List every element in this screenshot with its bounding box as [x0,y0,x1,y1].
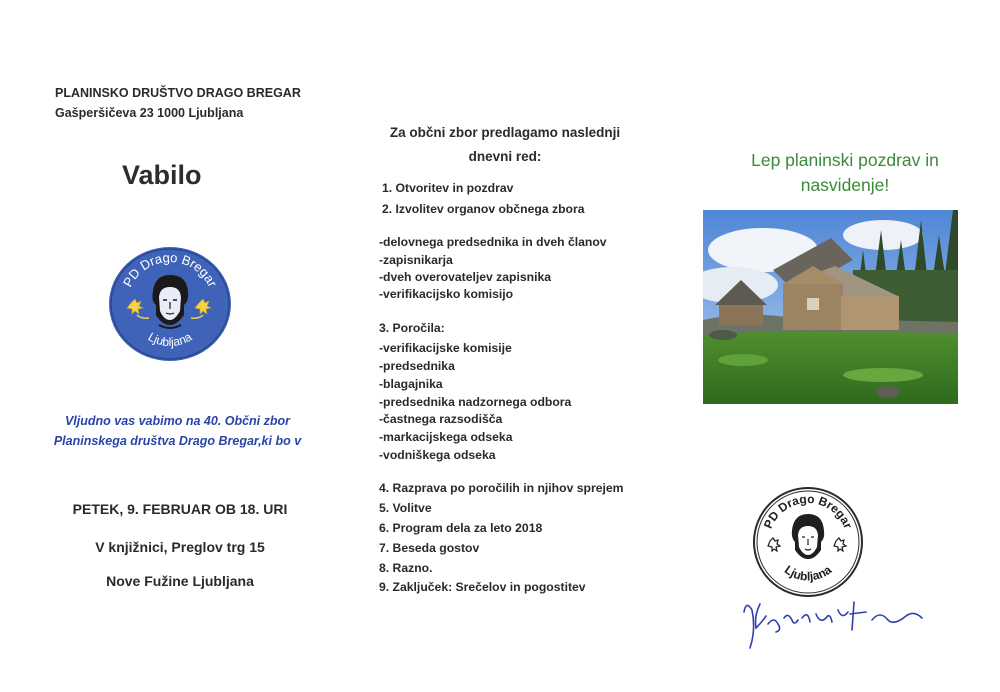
agenda-item-3: 3. Poročila: [379,321,445,335]
agenda-item: 6. Program dela za leto 2018 [379,521,543,535]
agenda-heading: Za občni zbor predlagamo naslednji [389,125,621,140]
page-title: Vabilo [122,160,202,190]
logo-top-text: PD Drago Bregar [119,249,221,290]
organization-name: PLANINSKO DRUŠTVO DRAGO BREGAR [55,86,301,100]
agenda-subitem: -predsednika nadzornega odbora [379,395,572,409]
greeting-line-2: nasvidenje! [800,175,890,195]
agenda-subitem: -častnega razsodišča [379,412,503,426]
agenda-item-1: 1. Otvoritev in pozdrav [382,181,514,195]
agenda-item: 9. Zaključek: Srečelov in pogostitev [379,580,586,594]
event-place: V knjižnici, Preglov trg 15 [95,539,265,555]
stamp-portrait-icon [792,514,824,559]
agenda-subitem: -verifikacijsko komisijo [379,287,514,301]
agenda-subitem: -dveh overovateljev zapisnika [379,270,552,284]
organization-address: Gašperšičeva 23 1000 Ljubljana [55,106,244,120]
club-logo [107,245,233,368]
event-city: Nove Fužine Ljubljana [106,573,254,589]
agenda-subitem: -vodniškega odseka [379,448,496,462]
greeting-line-1: Lep planinski pozdrav in [751,150,939,170]
agenda-item-2: 2. Izvolitev organov občnega zbora [382,202,585,216]
agenda-subitem: -markacijskega odseka [379,430,513,444]
logo-bottom-text: Ljubljana [145,329,195,350]
invitation-line-2: Planinskega društva Drago Bregar,ki bo v [53,434,302,448]
agenda-subitem: -verifikacijske komisije [379,341,512,355]
agenda-subitem: -zapisnikarja [379,253,453,267]
invitation-line-1: Vljudno vas vabimo na 40. Občni zbor [64,414,291,428]
club-stamp [752,486,864,603]
agenda-subheading: dnevni red: [468,149,542,164]
agenda-subitem: -blagajnika [379,377,443,391]
signature-text: Yeterušta [738,656,743,657]
signature [738,590,938,665]
agenda-subitem: -predsednika [379,359,455,373]
agenda-item: 7. Beseda gostov [379,541,480,555]
stamp-top-text: PD Drago Bregar [760,491,856,531]
agenda-item: 5. Volitve [379,501,432,515]
agenda-subitem: -delovnega predsednika in dveh članov [379,235,607,249]
event-datetime: PETEK, 9. FEBRUAR OB 18. URI [72,501,288,517]
agenda-item: 8. Razno. [379,561,433,575]
agenda-item: 4. Razprava po poročilih in njihov sprejem [379,481,624,495]
stamp-bottom-text: Ljubljana [781,562,835,584]
mountain-hut-photo [703,210,958,404]
